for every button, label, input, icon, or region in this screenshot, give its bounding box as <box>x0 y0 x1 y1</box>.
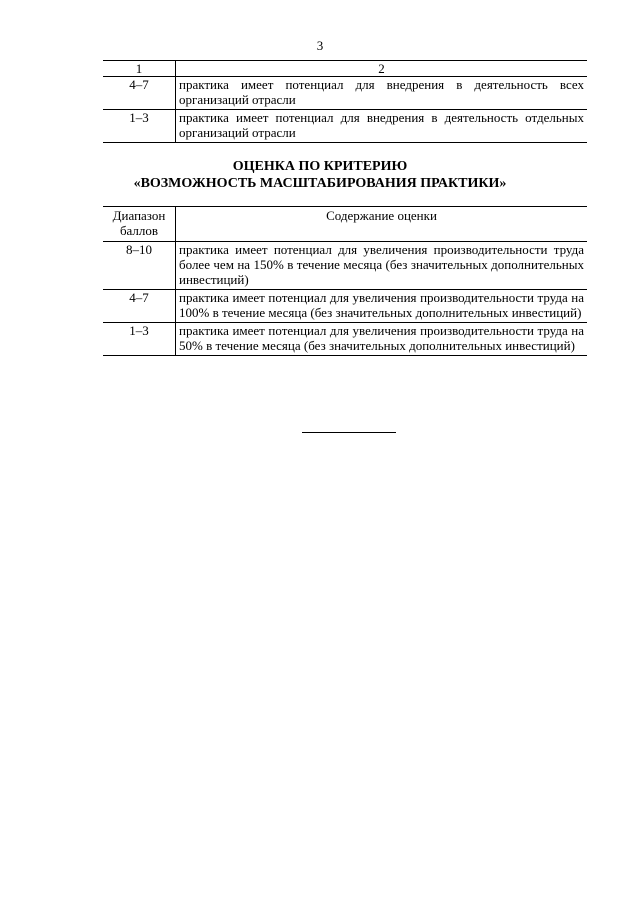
table-header-row <box>103 207 587 242</box>
table-row <box>103 290 587 323</box>
score-description: практика имеет потенциал для увеличения производительности труда на 50% в течение месяца (без значительных дополнительных инвестиций) <box>176 323 588 356</box>
score-range: 4–7 <box>103 290 176 323</box>
score-range: 1–3 <box>103 323 176 356</box>
table-header-row <box>103 61 587 77</box>
scaling-criteria-table <box>103 206 587 356</box>
score-range: 8–10 <box>103 242 176 290</box>
table-row <box>103 77 587 110</box>
score-range: 1–3 <box>103 110 176 143</box>
score-description: практика имеет потенциал для внедрения в деятельность всех организаций отрасли <box>176 77 588 110</box>
score-description: практика имеет потенциал для внедрения в деятельность отдельных организаций отрасли <box>176 110 588 143</box>
table-row <box>103 242 587 290</box>
section-heading-line-1: ОЦЕНКА ПО КРИТЕРИЮ <box>232 159 408 174</box>
score-range: 4–7 <box>103 77 176 110</box>
column-number-1: 1 <box>103 61 176 77</box>
page-number: 3 <box>316 38 324 53</box>
column-number-2: 2 <box>176 61 588 77</box>
header-content: Содержание оценки <box>176 207 588 242</box>
closing-rule-line <box>302 432 396 433</box>
criteria-table-continued <box>103 60 587 143</box>
table-row <box>103 323 587 356</box>
table-row <box>103 110 587 143</box>
score-description: практика имеет потенциал для увеличения производительности труда на 100% в течение месяца (без значительных дополнительных инвестиций) <box>176 290 588 323</box>
section-heading-line-2: «ВОЗМОЖНОСТЬ МАСШТАБИРОВАНИЯ ПРАКТИКИ» <box>133 176 507 191</box>
section-heading <box>0 158 640 192</box>
score-description: практика имеет потенциал для увеличения производительности труда более чем на 150% в течение месяца (без значительных дополнительных инвестиций) <box>176 242 588 290</box>
header-score-range: Диапазон баллов <box>103 207 176 242</box>
